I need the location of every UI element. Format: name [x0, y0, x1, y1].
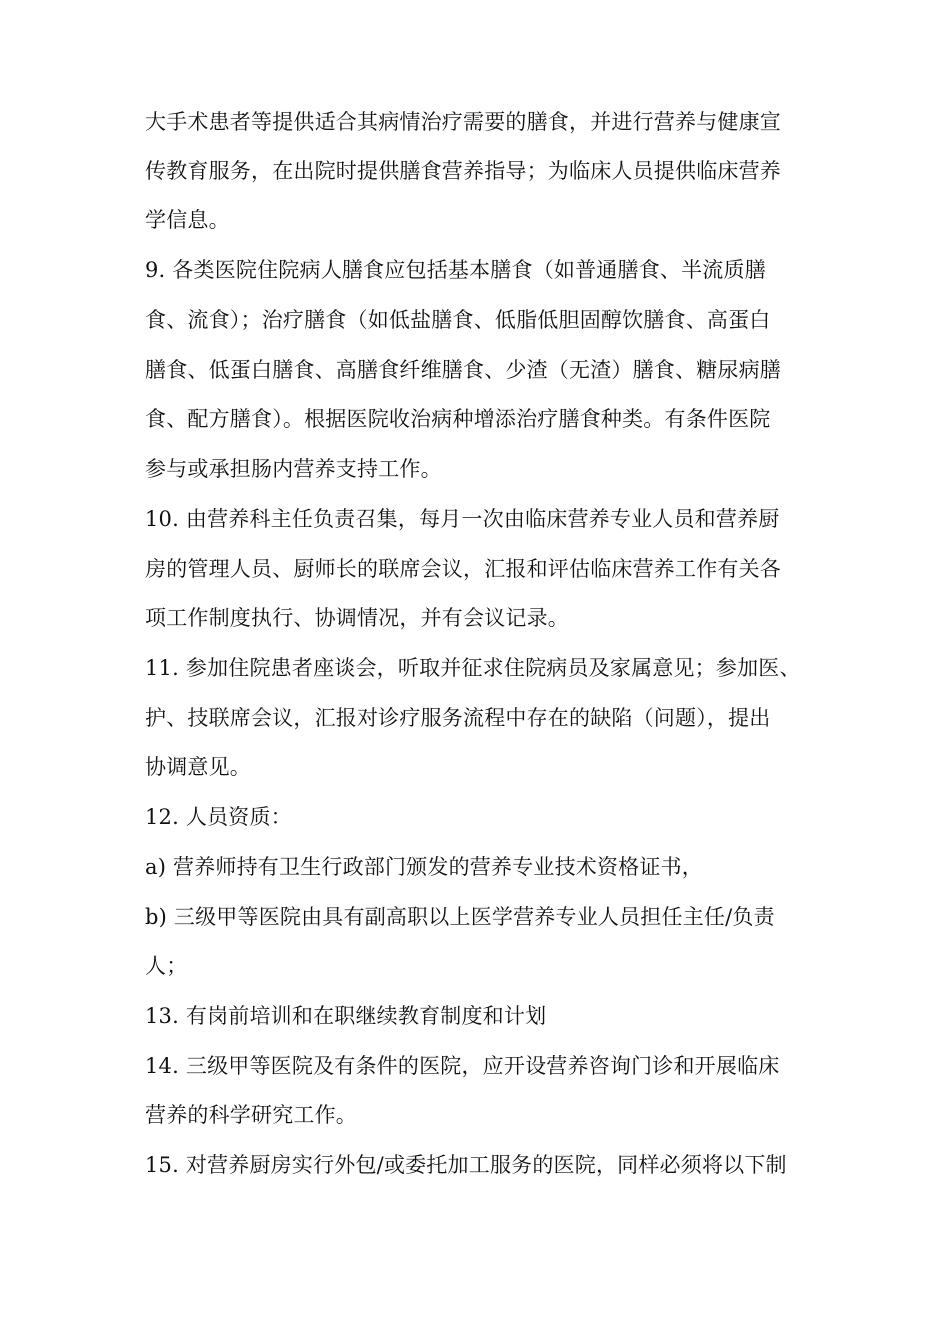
text-line: 13. 有岗前培训和在职继续教育制度和计划 [145, 1004, 547, 1028]
text-line: 食、流食）；治疗膳食（如低盐膳食、低脂低胆固醇饮膳食、高蛋白 [145, 308, 771, 332]
text-line: 9. 各类医院住院病人膳食应包括基本膳食（如普通膳食、半流质膳 [145, 258, 766, 282]
text-line: 项工作制度执行、协调情况，并有会议记录。 [145, 606, 569, 630]
text-line: 12. 人员资质： [145, 805, 292, 829]
text-line: b) 三级甲等医院由具有副高职以上医学营养专业人员担任主任/负责 [145, 905, 775, 929]
text-line: 14. 三级甲等医院及有条件的医院，应开设营养咨询门诊和开展临床 [145, 1054, 780, 1078]
text-line: 人； [145, 954, 188, 978]
text-line: 参与或承担肠内营养支持工作。 [145, 457, 442, 481]
text-line: 10. 由营养科主任负责召集，每月一次由临床营养专业人员和营养厨 [145, 507, 780, 531]
text-line: 协调意见。 [145, 755, 251, 779]
text-line: 大手术患者等提供适合其病情治疗需要的膳食，并进行营养与健康宣 [145, 110, 781, 134]
text-line: 膳食、低蛋白膳食、高膳食纤维膳食、少渣（无渣）膳食、糖尿病膳 [145, 358, 781, 382]
text-line: 营养的科学研究工作。 [145, 1103, 357, 1127]
text-line: 学信息。 [145, 208, 230, 232]
text-line: 护、技联席会议，汇报对诊疗服务流程中存在的缺陷（问题），提出 [145, 706, 771, 730]
text-line: 食、配方膳食）。根据医院收治病种增添治疗膳食种类。有条件医院 [145, 407, 771, 431]
text-line: 15. 对营养厨房实行外包/或委托加工服务的医院，同样必须将以下制 [145, 1153, 787, 1177]
text-line: 房的管理人员、厨师长的联席会议，汇报和评估临床营养工作有关各 [145, 557, 781, 581]
text-line: 传教育服务，在出院时提供膳食营养指导；为临床人员提供临床营养 [145, 159, 781, 183]
text-line: 11. 参加住院患者座谈会，听取并征求住院病员及家属意见；参加医、 [145, 656, 801, 680]
text-line: a) 营养师持有卫生行政部门颁发的营养专业技术资格证书， [145, 855, 703, 879]
